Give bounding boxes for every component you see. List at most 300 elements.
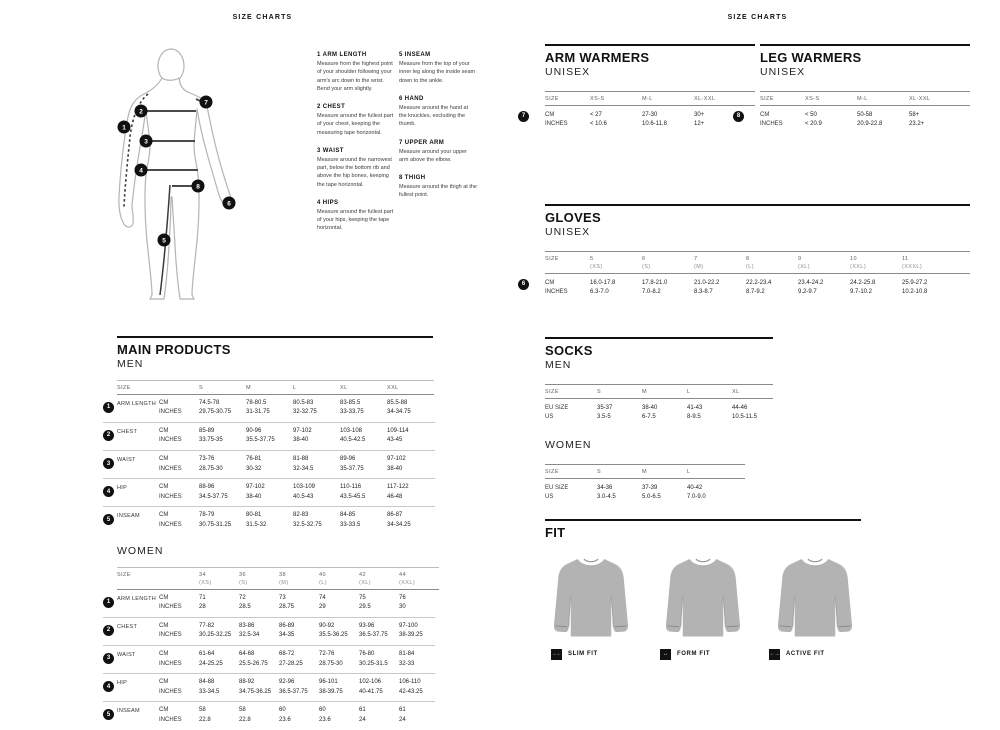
unit-label: CM <box>159 594 169 601</box>
table-cell: 27-30 <box>642 111 658 118</box>
table-cell: 34-34.75 <box>387 409 411 416</box>
main-products-title: MAIN PRODUCTS <box>117 342 231 357</box>
table-cell: 72-76 <box>319 650 335 657</box>
table-unit-row <box>159 706 439 716</box>
table-cell: 10.6-11.8 <box>642 121 667 128</box>
gloves-subtitle: UNISEX <box>545 225 591 238</box>
measure-point-number: 2 <box>139 108 143 116</box>
size-column-header <box>850 256 902 270</box>
measurement-row <box>103 646 435 674</box>
table-cell: 103-108 <box>340 427 363 434</box>
size-sublabel: (L) <box>319 579 327 586</box>
size-label: S <box>597 388 602 395</box>
measurement-label: CHEST <box>117 428 138 435</box>
socks-title: SOCKS <box>545 343 593 358</box>
size-sublabel: (S) <box>239 579 248 586</box>
table-cell: 28.5 <box>239 604 251 611</box>
socks-women-table <box>545 464 776 503</box>
table-cell: 28.75-30 <box>319 660 343 667</box>
fit-heading <box>545 519 861 540</box>
instruction-body: Measure around the fullest part of your chest, keeping the measuring tape horizontal. <box>317 113 394 136</box>
size-header-cell: SIZE <box>545 468 559 475</box>
instruction-body: Measure around the fullest part of your hips, keeping the tape horizontal. <box>317 208 394 232</box>
instruction-item <box>317 104 395 137</box>
table-cell: 38-39.75 <box>319 688 343 695</box>
table-unit-row <box>159 631 439 641</box>
table-cell: 32.5-32.75 <box>293 521 322 528</box>
table-body-row <box>545 479 776 503</box>
size-label: 38 <box>279 571 286 578</box>
measurement-value-lines <box>159 706 439 725</box>
measurement-label: INSEAM <box>117 513 140 520</box>
size-label: XS-S <box>805 95 820 102</box>
fit-shirt-illustration <box>657 552 749 640</box>
table-cell: 22.8 <box>239 716 251 723</box>
table-unit-row <box>159 399 434 409</box>
size-sublabel: (XS) <box>199 579 212 586</box>
measurement-row <box>103 702 435 729</box>
size-sublabel: (XS) <box>590 263 603 270</box>
table-cell: 89-96 <box>340 456 356 463</box>
measurement-value-lines <box>159 427 434 446</box>
fit-shirt-illustration <box>545 552 637 640</box>
size-column-header <box>642 256 694 270</box>
leg-warmers-table <box>733 91 970 130</box>
fit-type-label: FORM FIT <box>677 651 711 658</box>
table-cell: 37-39 <box>642 484 658 491</box>
table-cell: 88-92 <box>239 679 255 686</box>
table-cell: 30.25-32.25 <box>199 632 232 639</box>
table-cell: 106-110 <box>399 679 421 686</box>
table-cell: 34.75-36.25 <box>239 688 272 695</box>
table-unit-row <box>159 688 439 698</box>
table-value-lines <box>545 279 954 298</box>
table-cell: 40.5-43 <box>293 493 314 500</box>
table-cell: 92-96 <box>279 679 295 686</box>
size-column-header <box>694 256 746 270</box>
size-label: 7 <box>694 255 698 262</box>
size-column-header <box>590 96 642 102</box>
size-label: M <box>642 388 647 395</box>
table-cell: 22.8 <box>199 716 211 723</box>
table-cell: 61 <box>399 707 406 714</box>
fit-item <box>660 649 752 660</box>
measure-point-badge: 5 <box>103 709 114 720</box>
table-cell: 30+ <box>694 111 705 118</box>
table-cell: 30.25-31.5 <box>359 660 388 667</box>
table-cell: 61 <box>359 707 366 714</box>
unit-label: INCHES <box>159 493 182 500</box>
measurement-instructions-column-1 <box>317 52 395 244</box>
size-label: S <box>199 384 204 391</box>
right-page-title: SIZE CHARTS <box>727 14 788 21</box>
table-cell: < 50 <box>805 111 817 118</box>
instruction-body: Measure from the highest point of your shoulder following your arm's arc down to the wrist. Bend your arm slightly. <box>317 61 393 92</box>
table-cell: 76 <box>399 594 406 601</box>
table-cell: 28.75-30 <box>199 465 223 472</box>
unit-label: CM <box>159 622 169 629</box>
measure-point-number: 1 <box>122 124 126 132</box>
unit-label: CM <box>760 111 770 118</box>
women-size-table <box>103 567 435 730</box>
main-products-women-label: WOMEN <box>117 544 164 557</box>
gloves-title: GLOVES <box>545 210 601 225</box>
measurement-label: WAIST <box>117 457 136 464</box>
table-cell: 30-32 <box>246 465 262 472</box>
table-cell: 97-100 <box>399 622 418 629</box>
measurement-instructions-column-2 <box>399 52 477 211</box>
shirt-silhouette <box>657 552 749 640</box>
table-unit-row <box>159 521 434 531</box>
table-cell: 24 <box>399 716 406 723</box>
size-label: 42 <box>359 571 366 578</box>
measurement-value-lines <box>159 678 439 697</box>
table-cell: 9.7-10.2 <box>850 289 873 296</box>
measurement-row <box>103 423 435 451</box>
table-cell: 33-33.5 <box>340 521 361 528</box>
table-cell: 38-40 <box>293 437 309 444</box>
table-cell: 8.3-8.7 <box>694 289 713 296</box>
table-body-row <box>545 399 776 423</box>
unit-label: INCHES <box>159 688 182 695</box>
men-size-table <box>103 380 435 535</box>
size-header-cell: SIZE <box>545 255 559 262</box>
table-unit-row <box>760 120 961 130</box>
table-cell: 93-96 <box>359 622 375 629</box>
table-cell: 35.5-37.75 <box>246 437 275 444</box>
arm-warmers-heading <box>545 44 755 78</box>
table-cell: 90-96 <box>246 427 262 434</box>
size-column-header <box>642 469 687 475</box>
table-cell: 61-64 <box>199 650 215 657</box>
instruction-title: 4 HIPS <box>317 199 339 206</box>
size-sublabel: (XXL) <box>399 579 416 586</box>
instruction-item <box>399 175 477 200</box>
table-header-row <box>545 251 970 274</box>
left-page-title: SIZE CHARTS <box>232 14 293 21</box>
table-unit-row <box>159 660 439 670</box>
table-cell: 85.5-88 <box>387 399 408 406</box>
size-column-header <box>246 385 293 391</box>
measurement-label: HIP <box>117 680 128 687</box>
table-unit-row <box>159 465 434 475</box>
table-cell: 68-72 <box>279 650 295 657</box>
size-label: XL <box>732 388 740 395</box>
size-label: XS-S <box>590 95 605 102</box>
table-cell: 7.0-9.0 <box>687 494 706 501</box>
measure-point-badge: 1 <box>103 402 114 413</box>
table-cell: 3.0-4.5 <box>597 494 616 501</box>
unit-label: INCHES <box>159 409 182 416</box>
table-unit-row <box>159 483 434 493</box>
unit-label: CM <box>545 111 555 118</box>
table-cell: 7.0-8.2 <box>642 289 661 296</box>
table-cell: 82-83 <box>293 512 309 519</box>
unit-label: CM <box>545 279 555 286</box>
measure-point-number: 5 <box>162 237 166 245</box>
measure-point-badge: 7 <box>518 111 529 122</box>
table-cell: 29.5 <box>359 604 371 611</box>
table-unit-row <box>545 413 777 423</box>
size-column-header <box>746 256 798 270</box>
unit-label: INCHES <box>159 465 182 472</box>
fit-item <box>769 649 861 660</box>
instruction-item <box>317 148 395 189</box>
unit-label: INCHES <box>545 289 568 296</box>
table-cell: 102-106 <box>359 679 382 686</box>
table-cell: 75 <box>359 594 366 601</box>
measurement-label: ARM LENGTH <box>117 595 157 602</box>
size-header-cell: SIZE <box>545 95 559 102</box>
table-cell: 50-58 <box>857 111 873 118</box>
size-label: L <box>687 388 691 395</box>
unit-label: US <box>545 414 554 421</box>
size-column-header <box>687 469 732 475</box>
table-cell: 5.0-6.5 <box>642 494 661 501</box>
table-value-lines <box>545 111 746 130</box>
size-column-header <box>293 385 340 391</box>
unit-label: CM <box>159 456 169 463</box>
table-cell: 23.6 <box>319 716 331 723</box>
table-cell: 42-43.25 <box>399 688 423 695</box>
measure-point-badge: 3 <box>103 458 114 469</box>
unit-label: US <box>545 494 554 501</box>
size-header-cell: SIZE <box>545 388 559 395</box>
table-cell: 97-102 <box>293 427 312 434</box>
table-cell: 58 <box>239 707 246 714</box>
size-label: 10 <box>850 255 857 262</box>
unit-label: INCHES <box>159 660 182 667</box>
instruction-item <box>317 200 395 233</box>
table-cell: 43.5-45.5 <box>340 493 366 500</box>
measure-point-number: 6 <box>227 200 231 208</box>
size-column-header <box>387 385 434 391</box>
table-cell: 33-33.75 <box>340 409 364 416</box>
fit-title: FIT <box>545 525 566 540</box>
measurement-label: ARM LENGTH <box>117 400 157 407</box>
table-cell: 46-48 <box>387 493 403 500</box>
table-cell: 34.5-37.75 <box>199 493 228 500</box>
table-cell: 20.9-22.8 <box>857 121 883 128</box>
size-sublabel: (L) <box>746 263 754 270</box>
gloves-table <box>518 251 970 298</box>
measurement-value-lines <box>159 622 439 641</box>
fit-shirt-illustrations <box>545 552 861 640</box>
table-unit-row <box>159 436 434 446</box>
size-column-header <box>279 572 319 586</box>
measurement-row <box>103 674 435 702</box>
table-cell: 8-9.5 <box>687 414 701 421</box>
table-cell: 83-86 <box>239 622 255 629</box>
table-header-row <box>760 91 970 106</box>
measure-point-badge: 8 <box>733 111 744 122</box>
table-header-row <box>545 91 755 106</box>
table-cell: 10.2-10.8 <box>902 289 928 296</box>
table-cell: 90-92 <box>319 622 335 629</box>
unit-label: CM <box>159 707 169 714</box>
size-column-header <box>857 96 909 102</box>
measurement-value-lines <box>159 594 439 613</box>
fit-type-icon: ↔ <box>660 649 671 660</box>
table-cell: 32-33 <box>399 660 415 667</box>
table-unit-row <box>159 678 439 688</box>
table-value-lines <box>760 111 961 130</box>
measurement-label: HIP <box>117 485 128 492</box>
table-header-row <box>117 380 434 395</box>
table-cell: 32.5-34 <box>239 632 260 639</box>
unit-label: CM <box>159 484 169 491</box>
table-unit-row <box>545 279 954 289</box>
table-unit-row <box>159 603 439 613</box>
table-cell: 83-85.5 <box>340 399 361 406</box>
table-cell: 33-34.5 <box>199 688 220 695</box>
leg-warmers-subtitle: UNISEX <box>760 65 806 78</box>
size-sublabel: (XXL) <box>850 263 867 270</box>
unit-label: INCHES <box>159 521 182 528</box>
table-cell: 43-45 <box>387 437 403 444</box>
unit-label: INCHES <box>545 121 568 128</box>
size-label: 36 <box>239 571 246 578</box>
size-label: 40 <box>319 571 326 578</box>
table-cell: 29 <box>319 604 326 611</box>
table-cell: 44-46 <box>732 404 748 411</box>
socks-heading <box>545 337 773 371</box>
fit-type-label: ACTIVE FIT <box>786 651 825 658</box>
unit-label: CM <box>159 650 169 657</box>
instruction-item <box>399 52 477 85</box>
table-header-row <box>545 464 745 479</box>
size-label: XL-XXL <box>694 95 716 102</box>
table-cell: 25.9-27.2 <box>902 279 928 286</box>
size-sublabel: (XXXL) <box>902 263 923 270</box>
size-column-header <box>687 389 732 395</box>
instruction-item <box>399 140 477 165</box>
size-column-header <box>805 96 857 102</box>
size-label: M <box>246 384 251 391</box>
measure-point-badge: 6 <box>518 279 529 290</box>
size-column-header <box>359 572 399 586</box>
table-cell: 97-102 <box>387 456 406 463</box>
size-sublabel: (XL) <box>359 579 371 586</box>
table-cell: 40-41.75 <box>359 688 383 695</box>
table-cell: 41-43 <box>687 404 703 411</box>
leg-warmers-heading <box>760 44 970 78</box>
instruction-item <box>317 52 395 93</box>
table-unit-row <box>159 594 439 604</box>
size-sublabel: (XL) <box>798 263 810 270</box>
table-cell: 34-36 <box>597 484 613 491</box>
size-column-header <box>597 389 642 395</box>
table-cell: 28.75 <box>279 604 295 611</box>
size-sublabel: (M) <box>694 263 704 270</box>
table-cell: 16.0-17.8 <box>590 279 616 286</box>
table-cell: 88-96 <box>199 484 215 491</box>
size-label: XL-XXL <box>909 95 931 102</box>
measure-point-badge: 5 <box>103 514 114 525</box>
table-cell: 72 <box>239 594 246 601</box>
table-unit-row <box>545 493 732 503</box>
size-column-header <box>902 256 954 270</box>
size-sublabel: (S) <box>642 263 651 270</box>
fit-section <box>545 519 861 660</box>
size-label: 5 <box>590 255 594 262</box>
table-cell: 81-84 <box>399 650 415 657</box>
table-cell: 86-87 <box>387 512 403 519</box>
table-cell: 36.5-37.75 <box>279 688 308 695</box>
unit-label: INCHES <box>159 716 182 723</box>
size-header-cell: SIZE <box>117 571 131 578</box>
arm-warmers-title: ARM WARMERS <box>545 50 650 65</box>
measurement-label: INSEAM <box>117 708 140 715</box>
table-cell: 23.6 <box>279 716 291 723</box>
size-column-header <box>597 469 642 475</box>
size-label: L <box>687 468 691 475</box>
table-cell: 30 <box>399 604 406 611</box>
table-unit-row <box>545 120 746 130</box>
table-cell: 28 <box>199 604 206 611</box>
unit-label: INCHES <box>760 121 783 128</box>
unit-label: CM <box>159 512 169 519</box>
instruction-title: 3 WAIST <box>317 147 344 154</box>
table-cell: 24-25.25 <box>199 660 223 667</box>
table-cell: 32-32.75 <box>293 409 317 416</box>
table-cell: 9.2-9.7 <box>798 289 817 296</box>
measure-point-badge: 4 <box>103 681 114 692</box>
unit-label: EU SIZE <box>545 404 569 411</box>
instruction-title: 7 UPPER ARM <box>399 139 445 146</box>
arm-warmers-table <box>518 91 755 130</box>
arm-warmers-subtitle: UNISEX <box>545 65 591 78</box>
table-cell: 22.2-23.4 <box>746 279 772 286</box>
table-cell: 23.2+ <box>909 121 925 128</box>
table-unit-row <box>159 408 434 418</box>
table-unit-row <box>159 427 434 437</box>
table-cell: 35-37 <box>597 404 613 411</box>
socks-men-table <box>545 384 776 423</box>
table-body-row <box>518 106 755 130</box>
table-unit-row <box>545 404 777 414</box>
shirt-silhouette <box>769 552 861 640</box>
measure-point-number: 4 <box>139 167 143 175</box>
measurement-value-lines <box>159 511 434 530</box>
table-header-row <box>545 384 773 399</box>
measure-point-badge: 2 <box>103 430 114 441</box>
measure-point-number: 7 <box>204 99 208 107</box>
shirt-silhouette <box>545 552 637 640</box>
table-cell: 78-80.5 <box>246 399 267 406</box>
table-cell: 17.8-21.0 <box>642 279 668 286</box>
measurement-row <box>103 618 435 646</box>
size-column-header <box>732 389 777 395</box>
table-cell: 40-42 <box>687 484 703 491</box>
table-cell: 38-40 <box>246 493 262 500</box>
table-unit-row <box>159 455 434 465</box>
leg-warmers-section <box>733 44 970 130</box>
table-cell: 6-7.5 <box>642 414 656 421</box>
size-header-cell: SIZE <box>117 384 131 391</box>
table-cell: 80.5-83 <box>293 399 314 406</box>
measurement-value-lines <box>159 650 439 669</box>
unit-label: CM <box>159 399 169 406</box>
size-label: 34 <box>199 571 206 578</box>
table-cell: 73-76 <box>199 456 215 463</box>
instruction-title: 5 INSEAM <box>399 52 431 58</box>
table-cell: 81-88 <box>293 456 309 463</box>
table-cell: 117-122 <box>387 484 409 491</box>
table-unit-row <box>159 622 439 632</box>
table-cell: 97-102 <box>246 484 265 491</box>
size-label: 6 <box>642 255 646 262</box>
